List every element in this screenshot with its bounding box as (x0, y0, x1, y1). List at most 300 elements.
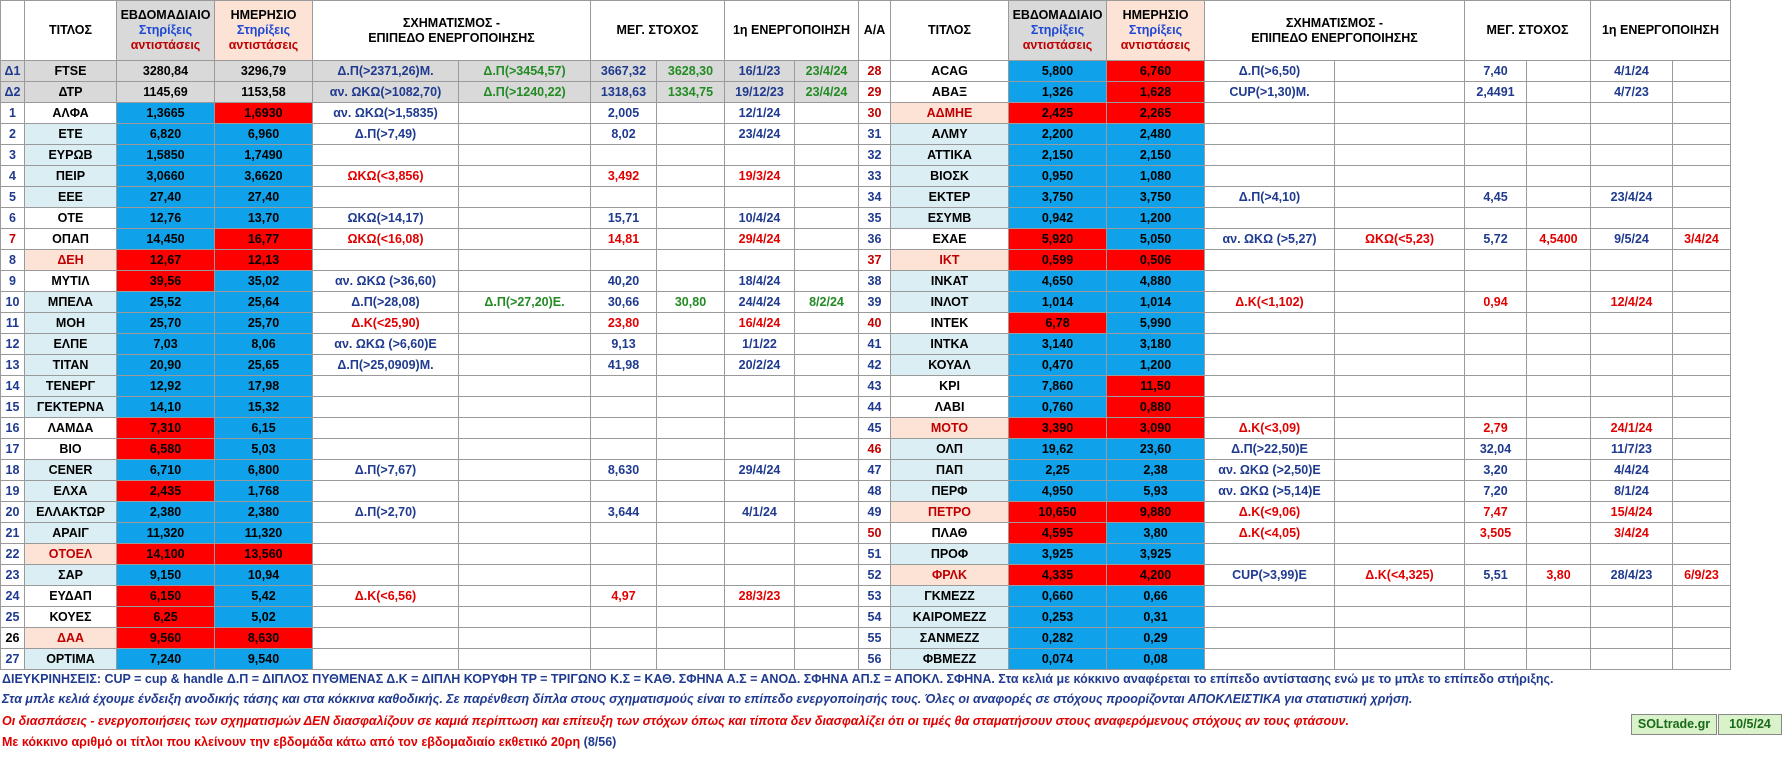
left-target-2[interactable]: 1334,75 (657, 82, 725, 103)
right-weekly-value[interactable]: 0,253 (1009, 607, 1107, 628)
left-formation-2[interactable] (459, 418, 591, 439)
right-formation-2[interactable] (1335, 166, 1465, 187)
right-ticker[interactable]: ΚΡΙ (891, 376, 1009, 397)
left-activation-date[interactable]: 18/4/24 (725, 271, 795, 292)
right-formation[interactable] (1205, 166, 1335, 187)
left-target-2[interactable] (657, 397, 725, 418)
left-formation[interactable]: Δ.Κ(<25,90) (313, 313, 459, 334)
right-index[interactable]: 35 (859, 208, 891, 229)
right-activation-date-2[interactable]: 3/4/24 (1673, 229, 1731, 250)
right-activation-date-2[interactable]: 6/9/23 (1673, 565, 1731, 586)
left-activation-date[interactable] (725, 187, 795, 208)
right-daily-value[interactable]: 5,93 (1107, 481, 1205, 502)
right-daily-value[interactable]: 4,200 (1107, 565, 1205, 586)
right-daily-value[interactable]: 3,750 (1107, 187, 1205, 208)
right-target[interactable] (1465, 313, 1527, 334)
left-activation-date[interactable] (725, 418, 795, 439)
right-target-2[interactable] (1527, 145, 1591, 166)
right-target-2[interactable] (1527, 355, 1591, 376)
right-ticker[interactable]: ΒΙΟΣΚ (891, 166, 1009, 187)
right-target-2[interactable] (1527, 481, 1591, 502)
left-daily-value[interactable]: 1,7490 (215, 145, 313, 166)
left-target-2[interactable] (657, 271, 725, 292)
left-target[interactable]: 4,97 (591, 586, 657, 607)
right-weekly-value[interactable]: 6,78 (1009, 313, 1107, 334)
right-formation-2[interactable] (1335, 502, 1465, 523)
left-daily-value[interactable]: 3,6620 (215, 166, 313, 187)
right-ticker[interactable]: ΠΕΤΡΟ (891, 502, 1009, 523)
right-daily-value[interactable]: 3,090 (1107, 418, 1205, 439)
right-target[interactable]: 3,20 (1465, 460, 1527, 481)
right-target[interactable]: 2,4491 (1465, 82, 1527, 103)
right-formation-2[interactable] (1335, 523, 1465, 544)
right-activation-date[interactable]: 28/4/23 (1591, 565, 1673, 586)
right-formation-2[interactable] (1335, 292, 1465, 313)
left-daily-value[interactable]: 17,98 (215, 376, 313, 397)
right-target[interactable]: 4,45 (1465, 187, 1527, 208)
left-formation[interactable]: ΩΚΩ(<3,856) (313, 166, 459, 187)
right-ticker[interactable]: ΑΛΜΥ (891, 124, 1009, 145)
right-ticker[interactable]: ΓΚΜΕΖΖ (891, 586, 1009, 607)
right-target[interactable] (1465, 208, 1527, 229)
left-activation-date-2[interactable] (795, 628, 859, 649)
right-weekly-value[interactable]: 0,599 (1009, 250, 1107, 271)
left-formation[interactable]: Δ.Κ(<6,56) (313, 586, 459, 607)
left-formation[interactable] (313, 439, 459, 460)
left-target-2[interactable] (657, 250, 725, 271)
right-activation-date-2[interactable] (1673, 103, 1731, 124)
right-target[interactable] (1465, 544, 1527, 565)
right-activation-date-2[interactable] (1673, 313, 1731, 334)
left-ticker[interactable]: ΕΛΠΕ (25, 334, 117, 355)
left-activation-date-2[interactable] (795, 166, 859, 187)
left-formation[interactable] (313, 523, 459, 544)
left-target[interactable] (591, 187, 657, 208)
right-activation-date-2[interactable] (1673, 124, 1731, 145)
left-target-2[interactable]: 3628,30 (657, 61, 725, 82)
right-weekly-value[interactable]: 10,650 (1009, 502, 1107, 523)
right-weekly-value[interactable]: 4,950 (1009, 481, 1107, 502)
right-formation-2[interactable] (1335, 481, 1465, 502)
left-formation[interactable] (313, 481, 459, 502)
left-weekly-value[interactable]: 12,76 (117, 208, 215, 229)
left-formation[interactable] (313, 187, 459, 208)
right-daily-value[interactable]: 0,880 (1107, 397, 1205, 418)
left-activation-date[interactable] (725, 607, 795, 628)
left-formation[interactable] (313, 376, 459, 397)
left-activation-date[interactable]: 19/12/23 (725, 82, 795, 103)
right-activation-date-2[interactable] (1673, 61, 1731, 82)
left-formation[interactable] (313, 418, 459, 439)
right-weekly-value[interactable]: 2,25 (1009, 460, 1107, 481)
left-formation-2[interactable] (459, 208, 591, 229)
left-activation-date-2[interactable] (795, 187, 859, 208)
left-daily-value[interactable]: 25,65 (215, 355, 313, 376)
left-formation[interactable]: ΩΚΩ(>14,17) (313, 208, 459, 229)
right-formation[interactable]: Δ.Κ(<4,05) (1205, 523, 1335, 544)
right-ticker[interactable]: ΑΒΑΞ (891, 82, 1009, 103)
right-activation-date[interactable]: 4/1/24 (1591, 61, 1673, 82)
left-daily-value[interactable]: 9,540 (215, 649, 313, 670)
left-formation-2[interactable] (459, 166, 591, 187)
right-ticker[interactable]: ΚΑΙΡΟΜΕΖΖ (891, 607, 1009, 628)
right-index[interactable]: 48 (859, 481, 891, 502)
left-target[interactable]: 8,02 (591, 124, 657, 145)
left-index[interactable]: 3 (1, 145, 25, 166)
left-weekly-value[interactable]: 2,380 (117, 502, 215, 523)
right-formation-2[interactable] (1335, 334, 1465, 355)
right-activation-date[interactable] (1591, 145, 1673, 166)
left-ticker[interactable]: ΕΛΛΑΚΤΩΡ (25, 502, 117, 523)
right-weekly-value[interactable]: 7,860 (1009, 376, 1107, 397)
left-ticker[interactable]: ΚΟΥΕΣ (25, 607, 117, 628)
right-ticker[interactable]: ΑΤΤΙΚΑ (891, 145, 1009, 166)
right-formation-2[interactable] (1335, 124, 1465, 145)
right-formation[interactable]: αν. ΩΚΩ (>5,27) (1205, 229, 1335, 250)
right-activation-date[interactable] (1591, 250, 1673, 271)
right-activation-date[interactable]: 4/4/24 (1591, 460, 1673, 481)
right-formation[interactable] (1205, 271, 1335, 292)
left-formation[interactable]: αν. ΩΚΩ (>36,60) (313, 271, 459, 292)
right-activation-date[interactable] (1591, 544, 1673, 565)
left-target[interactable]: 9,13 (591, 334, 657, 355)
right-index[interactable]: 46 (859, 439, 891, 460)
right-target-2[interactable] (1527, 187, 1591, 208)
left-formation[interactable] (313, 649, 459, 670)
left-activation-date[interactable]: 1/1/22 (725, 334, 795, 355)
right-formation-2[interactable] (1335, 397, 1465, 418)
left-formation-2[interactable] (459, 271, 591, 292)
left-daily-value[interactable]: 1153,58 (215, 82, 313, 103)
left-index[interactable]: 14 (1, 376, 25, 397)
right-formation[interactable]: Δ.Κ(<9,06) (1205, 502, 1335, 523)
right-target[interactable] (1465, 355, 1527, 376)
left-activation-date[interactable]: 29/4/24 (725, 460, 795, 481)
left-ticker[interactable]: ΤΙΤΑΝ (25, 355, 117, 376)
left-formation[interactable]: αν. ΩΚΩ(>1,5835) (313, 103, 459, 124)
right-target[interactable] (1465, 397, 1527, 418)
left-activation-date-2[interactable] (795, 481, 859, 502)
right-formation[interactable] (1205, 649, 1335, 670)
right-daily-value[interactable]: 1,080 (1107, 166, 1205, 187)
left-ticker[interactable]: ΟΠΑΠ (25, 229, 117, 250)
right-activation-date-2[interactable] (1673, 376, 1731, 397)
right-target[interactable] (1465, 649, 1527, 670)
right-index[interactable]: 34 (859, 187, 891, 208)
right-formation-2[interactable] (1335, 418, 1465, 439)
right-activation-date[interactable]: 8/1/24 (1591, 481, 1673, 502)
right-weekly-value[interactable]: 0,282 (1009, 628, 1107, 649)
left-ticker[interactable]: OPTIMA (25, 649, 117, 670)
right-weekly-value[interactable]: 1,326 (1009, 82, 1107, 103)
left-formation-2[interactable] (459, 628, 591, 649)
right-target-2[interactable]: 3,80 (1527, 565, 1591, 586)
right-formation-2[interactable] (1335, 586, 1465, 607)
right-daily-value[interactable]: 0,66 (1107, 586, 1205, 607)
right-activation-date[interactable] (1591, 649, 1673, 670)
right-daily-value[interactable]: 3,80 (1107, 523, 1205, 544)
left-activation-date-2[interactable] (795, 502, 859, 523)
left-daily-value[interactable]: 13,560 (215, 544, 313, 565)
right-weekly-value[interactable]: 5,920 (1009, 229, 1107, 250)
right-ticker[interactable]: ΠΑΠ (891, 460, 1009, 481)
left-target[interactable] (591, 418, 657, 439)
left-target[interactable]: 3,492 (591, 166, 657, 187)
right-formation[interactable] (1205, 628, 1335, 649)
left-target-2[interactable] (657, 313, 725, 334)
left-index[interactable]: 10 (1, 292, 25, 313)
left-activation-date[interactable]: 12/1/24 (725, 103, 795, 124)
left-activation-date-2[interactable] (795, 145, 859, 166)
right-formation[interactable] (1205, 124, 1335, 145)
right-formation-2[interactable] (1335, 61, 1465, 82)
right-target-2[interactable]: 4,5400 (1527, 229, 1591, 250)
left-activation-date-2[interactable] (795, 649, 859, 670)
right-daily-value[interactable]: 5,050 (1107, 229, 1205, 250)
right-formation[interactable]: Δ.Κ(<1,102) (1205, 292, 1335, 313)
right-activation-date[interactable]: 4/7/23 (1591, 82, 1673, 103)
right-formation[interactable]: CUP(>1,30)Μ. (1205, 82, 1335, 103)
right-index[interactable]: 50 (859, 523, 891, 544)
left-index[interactable]: Δ1 (1, 61, 25, 82)
right-activation-date-2[interactable] (1673, 544, 1731, 565)
left-index[interactable]: 17 (1, 439, 25, 460)
right-ticker[interactable]: ΜΟΤΟ (891, 418, 1009, 439)
left-formation-2[interactable] (459, 334, 591, 355)
right-formation[interactable] (1205, 334, 1335, 355)
left-weekly-value[interactable]: 12,92 (117, 376, 215, 397)
left-ticker[interactable]: ΛΑΜΔΑ (25, 418, 117, 439)
left-formation[interactable] (313, 544, 459, 565)
left-target[interactable] (591, 565, 657, 586)
right-target[interactable]: 7,20 (1465, 481, 1527, 502)
left-formation[interactable]: Δ.Π(>28,08) (313, 292, 459, 313)
left-activation-date-2[interactable] (795, 250, 859, 271)
left-target-2[interactable] (657, 124, 725, 145)
right-daily-value[interactable]: 0,29 (1107, 628, 1205, 649)
left-weekly-value[interactable]: 12,67 (117, 250, 215, 271)
right-daily-value[interactable]: 6,760 (1107, 61, 1205, 82)
right-activation-date-2[interactable] (1673, 460, 1731, 481)
right-target[interactable]: 5,72 (1465, 229, 1527, 250)
left-daily-value[interactable]: 6,800 (215, 460, 313, 481)
right-formation[interactable] (1205, 313, 1335, 334)
right-target[interactable] (1465, 334, 1527, 355)
right-formation[interactable] (1205, 544, 1335, 565)
left-formation[interactable] (313, 250, 459, 271)
left-target[interactable]: 1318,63 (591, 82, 657, 103)
right-target[interactable]: 3,505 (1465, 523, 1527, 544)
right-weekly-value[interactable]: 0,660 (1009, 586, 1107, 607)
left-index[interactable]: 20 (1, 502, 25, 523)
left-ticker[interactable]: ΜΟΗ (25, 313, 117, 334)
right-weekly-value[interactable]: 4,335 (1009, 565, 1107, 586)
left-formation[interactable]: Δ.Π(>25,0909)Μ. (313, 355, 459, 376)
right-target[interactable]: 7,47 (1465, 502, 1527, 523)
right-activation-date[interactable] (1591, 166, 1673, 187)
left-activation-date-2[interactable] (795, 208, 859, 229)
left-daily-value[interactable]: 8,06 (215, 334, 313, 355)
right-ticker[interactable]: ΦΡΛΚ (891, 565, 1009, 586)
right-activation-date[interactable] (1591, 397, 1673, 418)
left-weekly-value[interactable]: 9,560 (117, 628, 215, 649)
left-ticker[interactable]: ΟΤΕ (25, 208, 117, 229)
left-target-2[interactable] (657, 187, 725, 208)
left-target[interactable]: 23,80 (591, 313, 657, 334)
left-daily-value[interactable]: 6,15 (215, 418, 313, 439)
left-ticker[interactable]: ΒΙΟ (25, 439, 117, 460)
right-weekly-value[interactable]: 3,140 (1009, 334, 1107, 355)
left-daily-value[interactable]: 8,630 (215, 628, 313, 649)
left-ticker[interactable]: ΜΠΕΛΑ (25, 292, 117, 313)
right-activation-date-2[interactable] (1673, 292, 1731, 313)
left-activation-date[interactable] (725, 481, 795, 502)
left-ticker[interactable]: ΑΛΦΑ (25, 103, 117, 124)
right-activation-date-2[interactable] (1673, 586, 1731, 607)
left-target-2[interactable]: 30,80 (657, 292, 725, 313)
right-activation-date[interactable] (1591, 313, 1673, 334)
right-formation[interactable] (1205, 586, 1335, 607)
left-ticker[interactable]: ΕΥΔΑΠ (25, 586, 117, 607)
right-activation-date[interactable] (1591, 103, 1673, 124)
right-ticker[interactable]: ΙΝΤΚΑ (891, 334, 1009, 355)
left-index[interactable]: 23 (1, 565, 25, 586)
right-target-2[interactable] (1527, 124, 1591, 145)
right-activation-date-2[interactable] (1673, 397, 1731, 418)
left-index[interactable]: 4 (1, 166, 25, 187)
left-ticker[interactable]: ΤΕΝΕΡΓ (25, 376, 117, 397)
left-activation-date-2[interactable] (795, 334, 859, 355)
right-formation-2[interactable] (1335, 313, 1465, 334)
right-activation-date-2[interactable] (1673, 439, 1731, 460)
left-target-2[interactable] (657, 544, 725, 565)
right-target-2[interactable] (1527, 649, 1591, 670)
right-daily-value[interactable]: 0,506 (1107, 250, 1205, 271)
left-formation[interactable]: Δ.Π(>7,49) (313, 124, 459, 145)
right-daily-value[interactable]: 5,990 (1107, 313, 1205, 334)
right-formation[interactable]: αν. ΩΚΩ (>5,14)Ε (1205, 481, 1335, 502)
left-weekly-value[interactable]: 1,3665 (117, 103, 215, 124)
left-target[interactable] (591, 439, 657, 460)
right-target-2[interactable] (1527, 628, 1591, 649)
left-daily-value[interactable]: 5,02 (215, 607, 313, 628)
right-daily-value[interactable]: 2,38 (1107, 460, 1205, 481)
left-activation-date-2[interactable]: 8/2/24 (795, 292, 859, 313)
right-index[interactable]: 38 (859, 271, 891, 292)
right-weekly-value[interactable]: 19,62 (1009, 439, 1107, 460)
right-target-2[interactable] (1527, 586, 1591, 607)
right-daily-value[interactable]: 1,200 (1107, 208, 1205, 229)
left-target[interactable] (591, 376, 657, 397)
right-formation[interactable]: Δ.Κ(<3,09) (1205, 418, 1335, 439)
right-ticker[interactable]: ΑΔΜΗΕ (891, 103, 1009, 124)
left-formation-2[interactable]: Δ.Π(>3454,57) (459, 61, 591, 82)
right-weekly-value[interactable]: 3,750 (1009, 187, 1107, 208)
left-activation-date-2[interactable] (795, 523, 859, 544)
left-ticker[interactable]: ΑΡΑΙΓ (25, 523, 117, 544)
right-ticker[interactable]: ΠΛΑΘ (891, 523, 1009, 544)
left-formation-2[interactable] (459, 124, 591, 145)
right-activation-date-2[interactable] (1673, 166, 1731, 187)
left-target[interactable]: 8,630 (591, 460, 657, 481)
left-target[interactable]: 30,66 (591, 292, 657, 313)
right-target-2[interactable] (1527, 334, 1591, 355)
left-weekly-value[interactable]: 14,100 (117, 544, 215, 565)
left-formation[interactable]: Δ.Π(>2,70) (313, 502, 459, 523)
left-ticker[interactable]: ΜΥΤΙΛ (25, 271, 117, 292)
right-activation-date[interactable] (1591, 586, 1673, 607)
right-formation[interactable] (1205, 145, 1335, 166)
left-daily-value[interactable]: 16,77 (215, 229, 313, 250)
right-target[interactable] (1465, 628, 1527, 649)
right-formation[interactable] (1205, 376, 1335, 397)
right-activation-date[interactable] (1591, 607, 1673, 628)
left-target-2[interactable] (657, 208, 725, 229)
left-activation-date-2[interactable] (795, 229, 859, 250)
left-activation-date-2[interactable]: 23/4/24 (795, 61, 859, 82)
left-target[interactable] (591, 481, 657, 502)
right-activation-date[interactable] (1591, 355, 1673, 376)
left-daily-value[interactable]: 15,32 (215, 397, 313, 418)
right-weekly-value[interactable]: 4,650 (1009, 271, 1107, 292)
left-formation-2[interactable] (459, 523, 591, 544)
left-daily-value[interactable]: 25,64 (215, 292, 313, 313)
left-weekly-value[interactable]: 25,70 (117, 313, 215, 334)
right-formation-2[interactable] (1335, 628, 1465, 649)
right-target[interactable] (1465, 250, 1527, 271)
right-index[interactable]: 53 (859, 586, 891, 607)
right-target-2[interactable] (1527, 460, 1591, 481)
left-weekly-value[interactable]: 7,03 (117, 334, 215, 355)
left-formation-2[interactable]: Δ.Π(>27,20)Ε. (459, 292, 591, 313)
left-activation-date[interactable]: 10/4/24 (725, 208, 795, 229)
left-weekly-value[interactable]: 1,5850 (117, 145, 215, 166)
left-index[interactable]: 21 (1, 523, 25, 544)
right-daily-value[interactable]: 2,480 (1107, 124, 1205, 145)
left-target[interactable] (591, 607, 657, 628)
left-weekly-value[interactable]: 6,820 (117, 124, 215, 145)
left-activation-date-2[interactable] (795, 439, 859, 460)
left-formation[interactable] (313, 565, 459, 586)
left-activation-date[interactable]: 23/4/24 (725, 124, 795, 145)
right-weekly-value[interactable]: 2,425 (1009, 103, 1107, 124)
right-ticker[interactable]: ΕΣΥΜΒ (891, 208, 1009, 229)
right-target-2[interactable] (1527, 313, 1591, 334)
right-daily-value[interactable]: 3,180 (1107, 334, 1205, 355)
left-target-2[interactable] (657, 565, 725, 586)
left-ticker[interactable]: ΕΛΧΑ (25, 481, 117, 502)
left-daily-value[interactable]: 3296,79 (215, 61, 313, 82)
left-formation-2[interactable] (459, 229, 591, 250)
left-index[interactable]: 2 (1, 124, 25, 145)
right-formation-2[interactable] (1335, 271, 1465, 292)
left-formation-2[interactable] (459, 502, 591, 523)
right-activation-date[interactable]: 23/4/24 (1591, 187, 1673, 208)
left-index[interactable]: 8 (1, 250, 25, 271)
left-weekly-value[interactable]: 14,450 (117, 229, 215, 250)
right-target[interactable] (1465, 103, 1527, 124)
left-target[interactable] (591, 523, 657, 544)
right-index[interactable]: 31 (859, 124, 891, 145)
right-target-2[interactable] (1527, 397, 1591, 418)
left-weekly-value[interactable]: 6,580 (117, 439, 215, 460)
right-index[interactable]: 42 (859, 355, 891, 376)
left-activation-date-2[interactable] (795, 124, 859, 145)
left-weekly-value[interactable]: 3280,84 (117, 61, 215, 82)
left-index[interactable]: 1 (1, 103, 25, 124)
right-daily-value[interactable]: 9,880 (1107, 502, 1205, 523)
right-index[interactable]: 55 (859, 628, 891, 649)
